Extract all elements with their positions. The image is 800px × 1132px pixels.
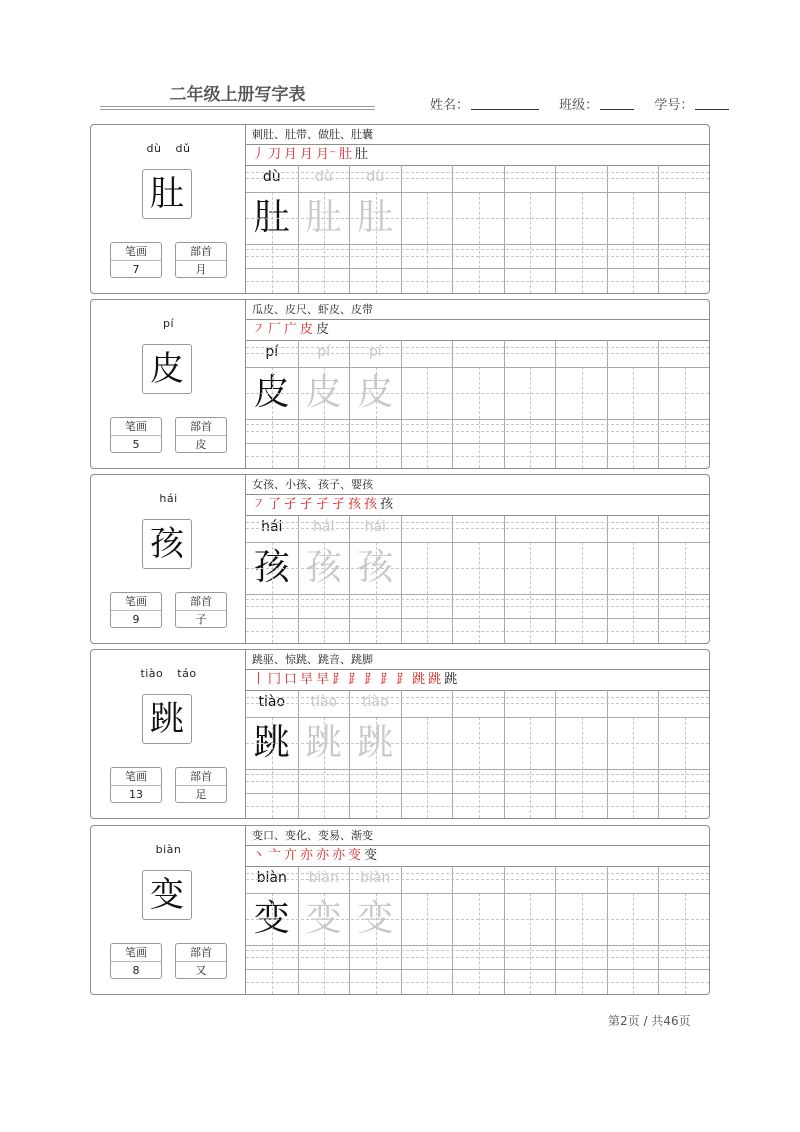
grid-line	[246, 781, 709, 782]
grid-line	[246, 945, 709, 946]
char-info-panel	[91, 125, 246, 293]
grid-line	[246, 172, 709, 173]
grid-line	[246, 568, 709, 569]
char-card	[90, 299, 710, 469]
grid-line	[246, 703, 709, 704]
pinyin-trace: biàn	[308, 870, 339, 886]
pinyin-trace: hái	[313, 519, 335, 535]
cell-midline	[582, 717, 583, 818]
stroke-step: ㇇	[252, 497, 266, 512]
practice-cell[interactable]	[246, 340, 298, 468]
char-model: 跳	[253, 722, 290, 763]
grid-line	[246, 443, 709, 444]
cell-midline	[272, 893, 273, 994]
stroke-count-value: 9	[132, 613, 140, 626]
grid-line	[246, 367, 709, 368]
practice-cell[interactable]	[349, 515, 401, 643]
char-trace: 孩	[305, 547, 342, 588]
practice-cell[interactable]	[401, 165, 453, 293]
grid-line	[246, 717, 709, 718]
stroke-step: 皮	[300, 322, 314, 337]
grid-line	[246, 879, 709, 880]
char-trace: 跳	[305, 722, 342, 763]
grid-line	[246, 256, 709, 257]
char-model: 皮	[253, 372, 290, 413]
grid-line	[246, 806, 709, 807]
pinyin-label: biàn	[155, 843, 182, 856]
cell-midline	[530, 717, 531, 818]
radical-label: 部首	[176, 593, 226, 611]
grid-line	[246, 969, 709, 970]
pinyin-trace: tiào	[361, 694, 389, 710]
practice-cell[interactable]	[452, 165, 504, 293]
cell-midline	[324, 893, 325, 994]
pinyin-model: hái	[261, 519, 283, 535]
cell-midline	[479, 893, 480, 994]
grid-line	[246, 244, 709, 245]
stroke-step: ⻊	[364, 672, 378, 687]
stroke-step: 早	[316, 672, 330, 687]
stroke-count-box	[110, 417, 162, 453]
practice-cell[interactable]	[658, 165, 710, 293]
practice-cell[interactable]	[555, 165, 607, 293]
practice-cell[interactable]	[298, 866, 350, 994]
cell-midline	[479, 367, 480, 468]
practice-grid	[246, 690, 709, 818]
radical-value: 月	[195, 263, 207, 276]
grid-line	[246, 793, 709, 794]
stroke-step: 刀	[268, 147, 282, 162]
char-model: 变	[253, 898, 290, 939]
char-card	[90, 825, 710, 995]
practice-panel	[246, 826, 709, 994]
stroke-step: 厂	[268, 322, 282, 337]
stroke-step: 早	[300, 672, 314, 687]
stroke-step: 丨	[252, 672, 266, 687]
practice-cell[interactable]	[298, 515, 350, 643]
stroke-step: 丿	[252, 147, 266, 162]
cell-midline	[324, 542, 325, 643]
char-trace: 肚	[357, 197, 394, 238]
cell-midline	[427, 367, 428, 468]
stroke-step: 肚	[338, 147, 352, 162]
stroke-step: 跳	[428, 672, 442, 687]
word-examples: 跳驱、惊跳、跳音、跳脚	[246, 650, 709, 670]
pinyin-trace: dù	[314, 169, 333, 185]
cell-midline	[685, 542, 686, 643]
cell-midline	[685, 367, 686, 468]
practice-cell[interactable]	[658, 340, 710, 468]
grid-line	[246, 424, 709, 425]
char-display: 孩	[142, 519, 192, 569]
cell-midline	[633, 192, 634, 293]
pinyin-label: tiào táo	[140, 667, 197, 680]
practice-panel	[246, 125, 709, 293]
stroke-count-box	[110, 943, 162, 979]
pinyin-trace: tiào	[310, 694, 338, 710]
grid-line	[246, 249, 709, 250]
stroke-step: 肚	[354, 147, 368, 162]
cell-midline	[376, 192, 377, 293]
grid-line	[246, 957, 709, 958]
char-info-panel	[91, 650, 246, 818]
cell-midline	[633, 893, 634, 994]
grid-line	[246, 873, 709, 874]
practice-cell[interactable]	[246, 866, 298, 994]
pinyin-model: dù	[262, 169, 281, 185]
practice-cell[interactable]	[658, 515, 710, 643]
cell-midline	[324, 192, 325, 293]
stroke-step: 孑	[332, 497, 346, 512]
practice-cell[interactable]	[607, 165, 659, 293]
practice-cell[interactable]	[555, 340, 607, 468]
title-underline-1	[100, 106, 375, 107]
practice-cell[interactable]	[607, 340, 659, 468]
stroke-step: 亦	[316, 848, 330, 863]
radical-value: 子	[195, 613, 207, 626]
stroke-step: 丶	[252, 848, 266, 863]
grid-line	[246, 431, 709, 432]
cell-midline	[582, 367, 583, 468]
practice-cell[interactable]	[504, 515, 556, 643]
practice-cell[interactable]	[298, 340, 350, 468]
stroke-step: 孩	[380, 497, 394, 512]
practice-panel	[246, 650, 709, 818]
stroke-step: ⻊	[332, 672, 346, 687]
grid-line	[246, 631, 709, 632]
stroke-count-box	[110, 592, 162, 628]
pinyin-trace: hái	[364, 519, 386, 535]
char-display: 肚	[142, 169, 192, 219]
radical-label: 部首	[176, 944, 226, 962]
stroke-step: 变	[348, 848, 362, 863]
stroke-step: ㇇	[252, 322, 266, 337]
practice-grid	[246, 340, 709, 468]
practice-cell[interactable]	[658, 866, 710, 994]
char-display: 跳	[142, 694, 192, 744]
radical-box	[175, 943, 227, 979]
char-trace: 变	[305, 898, 342, 939]
cell-midline	[376, 542, 377, 643]
stroke-count-value: 13	[129, 788, 143, 801]
char-trace: 孩	[357, 547, 394, 588]
word-examples: 瓜皮、皮尺、虾皮、皮带	[246, 300, 709, 320]
stroke-step: 月	[284, 147, 298, 162]
class-blank[interactable]	[600, 97, 634, 110]
stroke-step: 亣	[284, 848, 298, 863]
stroke-count-label: 笔画	[111, 243, 161, 261]
grid-line	[246, 393, 709, 394]
grid-line	[246, 281, 709, 282]
stroke-step: 孩	[348, 497, 362, 512]
grid-line	[246, 542, 709, 543]
char-model: 孩	[253, 547, 290, 588]
practice-cell[interactable]	[504, 866, 556, 994]
pinyin-trace: biàn	[360, 870, 391, 886]
cell-midline	[324, 367, 325, 468]
cell-midline	[530, 893, 531, 994]
practice-cell[interactable]	[504, 690, 556, 818]
cell-midline	[376, 893, 377, 994]
cell-midline	[479, 717, 480, 818]
stroke-step: 亦	[332, 848, 346, 863]
practice-cell[interactable]	[246, 165, 298, 293]
pinyin-trace: pí	[368, 344, 382, 360]
practice-cell[interactable]	[452, 515, 504, 643]
stroke-order	[246, 845, 709, 867]
id-label: 学号：	[654, 98, 694, 113]
radical-label: 部首	[176, 243, 226, 261]
grid-line	[246, 982, 709, 983]
char-display: 皮	[142, 344, 192, 394]
practice-cell[interactable]	[452, 866, 504, 994]
cell-midline	[685, 192, 686, 293]
char-display: 变	[142, 870, 192, 920]
stroke-step: 孩	[364, 497, 378, 512]
practice-cell[interactable]	[401, 866, 453, 994]
title-underline-2	[100, 109, 375, 110]
grid-line	[246, 178, 709, 179]
stroke-step: 亦	[300, 848, 314, 863]
pinyin-model: tiào	[258, 694, 286, 710]
radical-value: 足	[195, 788, 207, 801]
stroke-count-box	[110, 767, 162, 803]
cell-midline	[582, 542, 583, 643]
cell-midline	[530, 192, 531, 293]
cell-midline	[272, 542, 273, 643]
cell-midline	[685, 893, 686, 994]
practice-cell[interactable]	[246, 690, 298, 818]
stroke-count-box	[110, 242, 162, 278]
grid-line	[246, 769, 709, 770]
pinyin-label: pí	[162, 317, 175, 330]
radical-value: 皮	[195, 438, 207, 451]
practice-cell[interactable]	[401, 340, 453, 468]
stroke-count-label: 笔画	[111, 944, 161, 962]
word-examples: 女孩、小孩、孩子、婴孩	[246, 475, 709, 495]
practice-cell[interactable]	[246, 515, 298, 643]
practice-cell[interactable]	[607, 690, 659, 818]
stroke-count-value: 8	[132, 964, 140, 977]
stroke-count-label: 笔画	[111, 593, 161, 611]
practice-cell[interactable]	[401, 690, 453, 818]
char-card	[90, 474, 710, 644]
stroke-step: 了	[268, 497, 282, 512]
cell-midline	[582, 192, 583, 293]
grid-line	[246, 528, 709, 529]
practice-cell[interactable]	[555, 515, 607, 643]
char-info-panel	[91, 475, 246, 643]
practice-cell[interactable]	[607, 866, 659, 994]
stroke-step: 孑	[316, 497, 330, 512]
practice-cell[interactable]	[452, 340, 504, 468]
cell-midline	[633, 717, 634, 818]
char-trace: 皮	[305, 372, 342, 413]
stroke-count-value: 5	[132, 438, 140, 451]
cell-midline	[582, 893, 583, 994]
practice-cell[interactable]	[401, 515, 453, 643]
stroke-count-label: 笔画	[111, 768, 161, 786]
pinyin-trace: pí	[317, 344, 331, 360]
practice-cell[interactable]	[658, 690, 710, 818]
grid-line	[246, 774, 709, 775]
practice-grid	[246, 866, 709, 994]
cell-midline	[479, 542, 480, 643]
radical-label: 部首	[176, 418, 226, 436]
stroke-count-label: 笔画	[111, 418, 161, 436]
practice-cell[interactable]	[555, 866, 607, 994]
practice-cell[interactable]	[349, 340, 401, 468]
stroke-step: 口	[284, 672, 298, 687]
pinyin-label: dù dǔ	[146, 142, 191, 155]
radical-box	[175, 417, 227, 453]
pinyin-model: biàn	[256, 870, 287, 886]
class-label: 班级：	[559, 98, 599, 113]
char-card	[90, 124, 710, 294]
stroke-step: 孑	[300, 497, 314, 512]
stroke-step: ⻊	[396, 672, 410, 687]
cell-midline	[479, 192, 480, 293]
stroke-order	[246, 144, 709, 166]
practice-grid	[246, 165, 709, 293]
student-info-bar	[430, 94, 729, 113]
stroke-step: ⻊	[380, 672, 394, 687]
cell-midline	[376, 367, 377, 468]
word-examples: 变口、变化、变易、渐变	[246, 826, 709, 846]
grid-line	[246, 218, 709, 219]
char-trace: 跳	[357, 722, 394, 763]
radical-box	[175, 242, 227, 278]
char-info-panel	[91, 300, 246, 468]
grid-line	[246, 743, 709, 744]
grid-line	[246, 594, 709, 595]
stroke-step: 冂	[268, 672, 282, 687]
char-info-panel	[91, 826, 246, 994]
practice-cell[interactable]	[298, 690, 350, 818]
practice-cell[interactable]	[504, 165, 556, 293]
cell-midline	[376, 717, 377, 818]
name-label: 姓名：	[430, 98, 470, 113]
cell-midline	[272, 192, 273, 293]
radical-box	[175, 767, 227, 803]
grid-line	[246, 522, 709, 523]
sheet-title: 二年级上册写字表	[169, 85, 306, 105]
stroke-step: ⻊	[348, 672, 362, 687]
char-model: 肚	[253, 197, 290, 238]
pinyin-trace: dù	[366, 169, 385, 185]
grid-line	[246, 192, 709, 193]
practice-cell[interactable]	[607, 515, 659, 643]
stroke-step: 亠	[268, 848, 282, 863]
page-number: 第2页 / 共46页	[608, 1014, 691, 1028]
pinyin-label: hái	[159, 492, 178, 505]
practice-cell[interactable]	[298, 165, 350, 293]
practice-panel	[246, 300, 709, 468]
stroke-step: 跳	[444, 672, 458, 687]
grid-line	[246, 419, 709, 420]
word-examples: 刺肚、肚带、做肚、肚囊	[246, 125, 709, 145]
stroke-step: 皮	[316, 322, 330, 337]
grid-line	[246, 347, 709, 348]
grid-line	[246, 599, 709, 600]
radical-label: 部首	[176, 768, 226, 786]
practice-cell[interactable]	[349, 690, 401, 818]
cell-midline	[633, 367, 634, 468]
stroke-step: 广	[284, 322, 298, 337]
name-blank[interactable]	[471, 97, 539, 110]
grid-line	[246, 618, 709, 619]
cell-midline	[324, 717, 325, 818]
pinyin-model: pí	[265, 344, 279, 360]
grid-line	[246, 697, 709, 698]
char-trace: 肚	[305, 197, 342, 238]
practice-panel	[246, 475, 709, 643]
practice-cell[interactable]	[349, 866, 401, 994]
cell-midline	[427, 717, 428, 818]
radical-value: 又	[195, 964, 207, 977]
stroke-step: 变	[364, 848, 378, 863]
stroke-step: 月	[300, 147, 314, 162]
practice-cell[interactable]	[555, 690, 607, 818]
practice-cell[interactable]	[504, 340, 556, 468]
grid-line	[246, 456, 709, 457]
stroke-step: 孑	[284, 497, 298, 512]
char-trace: 皮	[357, 372, 394, 413]
cell-midline	[530, 367, 531, 468]
cell-midline	[427, 542, 428, 643]
radical-box	[175, 592, 227, 628]
grid-line	[246, 919, 709, 920]
stroke-order	[246, 319, 709, 341]
cell-midline	[272, 367, 273, 468]
stroke-order	[246, 669, 709, 691]
practice-grid	[246, 515, 709, 643]
id-blank[interactable]	[695, 97, 729, 110]
grid-line	[246, 268, 709, 269]
cell-midline	[685, 717, 686, 818]
grid-line	[246, 606, 709, 607]
cell-midline	[427, 893, 428, 994]
stroke-step: 月⁻	[316, 147, 336, 162]
cell-midline	[427, 192, 428, 293]
grid-line	[246, 353, 709, 354]
practice-cell[interactable]	[349, 165, 401, 293]
grid-line	[246, 893, 709, 894]
grid-line	[246, 950, 709, 951]
cell-midline	[272, 717, 273, 818]
stroke-count-value: 7	[132, 263, 140, 276]
cell-midline	[530, 542, 531, 643]
practice-cell[interactable]	[452, 690, 504, 818]
char-trace: 变	[357, 898, 394, 939]
stroke-step: 跳	[412, 672, 426, 687]
cell-midline	[633, 542, 634, 643]
stroke-order	[246, 494, 709, 516]
char-card	[90, 649, 710, 819]
